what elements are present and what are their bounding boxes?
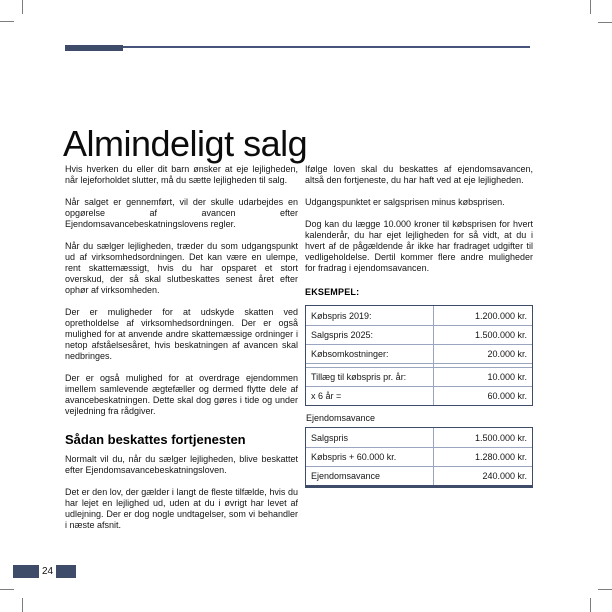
- example-table: [305, 305, 533, 406]
- example-label: EKSEMPEL:: [305, 287, 360, 297]
- crop-mark: [22, 598, 23, 612]
- right-column: [305, 164, 533, 488]
- crop-mark: [598, 589, 612, 590]
- header-rule-accent: [65, 45, 123, 51]
- table-row: [306, 428, 532, 447]
- table-row: [306, 344, 532, 363]
- paragraph: Når du sælger lejligheden, træder du som udgangspunkt ud af virksomhedsordningen. Det kan være en ulempe, rent skattemæssigt, hvis du har opsparet et stort overskud, der så skal slutbeskattes senest året efter ophør af virksomheden.: [65, 241, 298, 295]
- table-cell-label: Købspris 2019:: [311, 310, 372, 321]
- paragraph: Dog kan du lægge 10.000 kroner til købsprisen for hvert kalenderår, du har ejet lejligheden for så vidt, at du i hvert af de pågældende år ikke har fradraget udgifter til vedligeholdelse. Dertil kommer flere andre muligheder for fradrag i ejendomsavancen.: [305, 219, 533, 273]
- paragraph: Der er også mulighed for at overdrage ejendommen imellem samlevende ægtefæller og dermed flytte dele af avancebeskatningen. Dette skal dog gøres i tide og under vejledning fra rådgiver.: [65, 373, 298, 416]
- page-number: 24: [41, 565, 54, 577]
- table-cell-value: 1.500.000 kr.: [433, 428, 532, 447]
- crop-mark: [0, 21, 14, 22]
- table-cell-value: [433, 364, 532, 367]
- crop-mark: [22, 0, 23, 14]
- result-table: [305, 427, 533, 488]
- table-cell-value: 240.000 kr.: [433, 467, 532, 485]
- paragraph: Normalt vil du, når du sælger lejligheden, blive beskattet efter Ejendomsavancebeskatningsloven.: [65, 454, 298, 475]
- table-cell-label: Salgspris: [311, 432, 349, 443]
- result-table-label: Ejendomsavance: [306, 413, 376, 423]
- paragraph: Når salget er gennemført, vil der skulle udarbejdes en opgørelse af avancen efter Ejendomsavancebeskatningslovens regler.: [65, 197, 298, 229]
- paragraph: Ifølge loven skal du beskattes af ejendomsavancen, altså den fortjeneste, du har haft ved at eje lejligheden.: [305, 164, 533, 185]
- page-number-box: [39, 564, 56, 579]
- paragraph: Der er muligheder for at udskyde skatten ved opretholdelse af virksomhedsordningen. Der er også mulighed for at anvende andre skattemæssige ordninger i netop afståelsesåret, hvis beskatningen af avancen skal nedbringes.: [65, 307, 298, 361]
- table-spacer-row: [306, 363, 532, 367]
- table-cell-label: Købspris + 60.000 kr.: [311, 452, 397, 462]
- table-cell-value: 20.000 kr.: [433, 345, 532, 363]
- table-cell-label: Salgspris 2025:: [311, 330, 374, 340]
- paragraph: Det er den lov, der gælder i langt de fleste tilfælde, hvis du har lejet en lejlighed ud, uden at du i øvrigt har levet af udlejning. Der er dog nogle undtagelser, som vi behandler i næste afsnit.: [65, 487, 298, 530]
- paragraph: Hvis hverken du eller dit barn ønsker at eje lejligheden, når lejeforholdet slutter, må du sætte lejligheden til salg.: [65, 164, 298, 185]
- crop-mark: [0, 589, 14, 590]
- page-number-bar: [13, 565, 76, 578]
- table-row: [306, 447, 532, 466]
- table-cell-value: 60.000 kr.: [433, 387, 532, 405]
- table-cell-value: 10.000 kr.: [433, 368, 532, 386]
- header-rule: [65, 46, 530, 48]
- table-row: [306, 466, 532, 485]
- section-heading: Sådan beskattes fortjenesten: [65, 432, 246, 447]
- table-row: [306, 386, 532, 405]
- table-cell-value: 1.280.000 kr.: [433, 448, 532, 466]
- page-title: Almindeligt salg: [63, 123, 308, 165]
- crop-mark: [590, 598, 591, 612]
- table-cell-value: 1.500.000 kr.: [433, 326, 532, 344]
- table-row: [306, 325, 532, 344]
- table-cell-label: Tillæg til købspris pr. år:: [311, 372, 407, 382]
- table-cell-label: x 6 år =: [311, 391, 342, 401]
- crop-mark: [598, 22, 612, 23]
- table-cell-label: Ejendomsavance: [311, 471, 381, 481]
- table-cell-value: 1.200.000 kr.: [433, 306, 532, 325]
- table-row: [306, 367, 532, 386]
- table-cell-label: [306, 364, 433, 367]
- crop-mark: [590, 0, 591, 14]
- table-row: [306, 306, 532, 325]
- paragraph: Udgangspunktet er salgsprisen minus købsprisen.: [305, 197, 505, 207]
- left-column: [65, 164, 298, 542]
- table-cell-label: Købsomkostninger:: [311, 349, 389, 359]
